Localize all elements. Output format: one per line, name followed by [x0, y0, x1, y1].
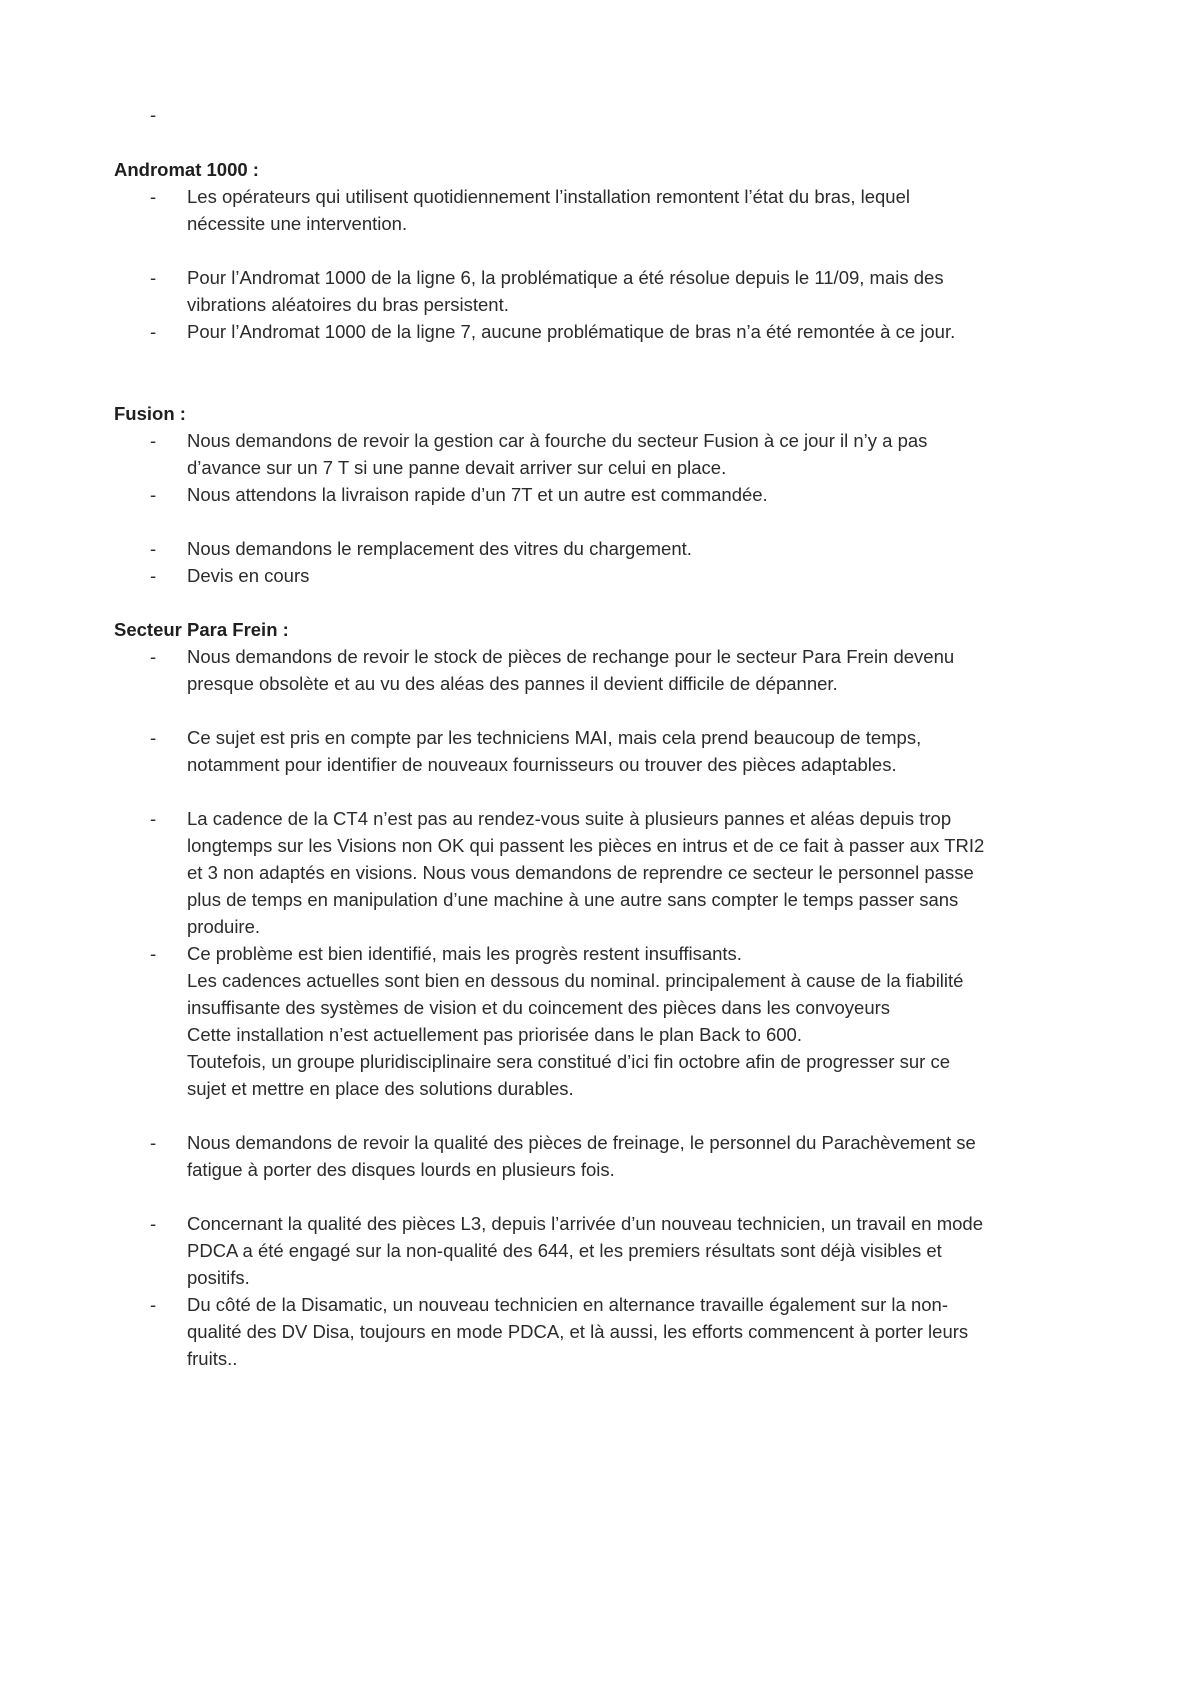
bullet-dash: - — [150, 646, 157, 667]
bullet-dash: - — [150, 267, 157, 288]
bullet-dash: - — [150, 484, 157, 505]
list-item-line: Pour l’Andromat 1000 de la ligne 7, aucune problématique de bras n’a été remontée à ce jour. — [187, 321, 956, 342]
list-item-line: Les opérateurs qui utilisent quotidiennement l’installation remontent l’état du bras, lequel — [187, 186, 910, 207]
list-item-line: Nous demandons de revoir la qualité des pièces de freinage, le personnel du Parachèvement se — [187, 1132, 976, 1153]
list-item-line: fatigue à porter des disques lourds en plusieurs fois. — [187, 1159, 615, 1180]
list-item-line: longtemps sur les Visions non OK qui passent les pièces en intrus et de ce fait à passer aux TRI2 — [187, 835, 985, 856]
list-item-line: produire. — [187, 916, 261, 937]
bullet-dash: - — [150, 1132, 157, 1153]
section-heading: Secteur Para Frein : — [114, 619, 289, 640]
bullet-dash: - — [150, 186, 157, 207]
bullet-dash: - — [150, 430, 157, 451]
list-item-line: et 3 non adaptés en visions. Nous vous demandons de reprendre ce secteur le personnel passe — [187, 862, 974, 883]
bullet-dash: - — [150, 1294, 157, 1315]
list-item-line: Nous demandons de revoir la gestion car à fourche du secteur Fusion à ce jour il n’y a pas — [187, 430, 928, 451]
list-item-line: Pour l’Andromat 1000 de la ligne 6, la problématique a été résolue depuis le 11/09, mais des — [187, 267, 944, 288]
bullet-dash: - — [150, 727, 157, 748]
list-item-line: PDCA a été engagé sur la non-qualité des 644, et les premiers résultats sont déjà visibles et — [187, 1240, 942, 1261]
bullet-dash: - — [150, 808, 157, 829]
list-item-line: vibrations aléatoires du bras persistent. — [187, 294, 509, 315]
bullet-dash: - — [150, 565, 157, 586]
list-item-line: Les cadences actuelles sont bien en dessous du nominal. principalement à cause de la fiabilité — [187, 970, 964, 991]
list-item-line: notamment pour identifier de nouveaux fournisseurs ou trouver des pièces adaptables. — [187, 754, 897, 775]
list-item-line: qualité des DV Disa, toujours en mode PDCA, et là aussi, les efforts commencent à porter leurs — [187, 1321, 969, 1342]
list-item-line: Toutefois, un groupe pluridisciplinaire sera constitué d’ici fin octobre afin de progresser sur ce — [187, 1051, 951, 1072]
list-item-line: Nous demandons le remplacement des vitres du chargement. — [187, 538, 692, 559]
list-item-line: Nous demandons de revoir le stock de pièces de rechange pour le secteur Para Frein devenu — [187, 646, 955, 667]
bullet-dash: - — [150, 1213, 157, 1234]
section-heading: Andromat 1000 : — [114, 159, 259, 180]
bullet-dash: - — [150, 321, 157, 342]
bullet-dash: - — [150, 104, 157, 125]
list-item-line: Ce problème est bien identifié, mais les progrès restent insuffisants. — [187, 943, 742, 964]
list-item-line: La cadence de la CT4 n’est pas au rendez-vous suite à plusieurs pannes et aléas depuis trop — [187, 808, 952, 829]
list-item-line: Cette installation n’est actuellement pas priorisée dans le plan Back to 600. — [187, 1024, 802, 1045]
list-item-line: sujet et mettre en place des solutions durables. — [187, 1078, 574, 1099]
list-item-line: presque obsolète et au vu des aléas des pannes il devient difficile de dépanner. — [187, 673, 838, 694]
list-item-line: positifs. — [187, 1267, 250, 1288]
list-item-line: nécessite une intervention. — [187, 213, 408, 234]
bullet-dash: - — [150, 943, 157, 964]
list-item-line: Devis en cours — [187, 565, 310, 586]
list-item-line: d’avance sur un 7 T si une panne devait arriver sur celui en place. — [187, 457, 727, 478]
list-item-line: Ce sujet est pris en compte par les techniciens MAI, mais cela prend beaucoup de temps, — [187, 727, 922, 748]
bullet-dash: - — [150, 538, 157, 559]
list-item-line: fruits.. — [187, 1348, 238, 1369]
list-item-line: Nous attendons la livraison rapide d’un 7T et un autre est commandée. — [187, 484, 768, 505]
list-item-line: Du côté de la Disamatic, un nouveau technicien en alternance travaille également sur la non- — [187, 1294, 949, 1315]
list-item-line: insuffisante des systèmes de vision et du coincement des pièces dans les convoyeurs — [187, 997, 891, 1018]
section-heading: Fusion : — [114, 403, 186, 424]
list-item-line: plus de temps en manipulation d’une machine à une autre sans compter le temps passer sans — [187, 889, 959, 910]
list-item-line: Concernant la qualité des pièces L3, depuis l’arrivée d’un nouveau technicien, un travail en mode — [187, 1213, 984, 1234]
